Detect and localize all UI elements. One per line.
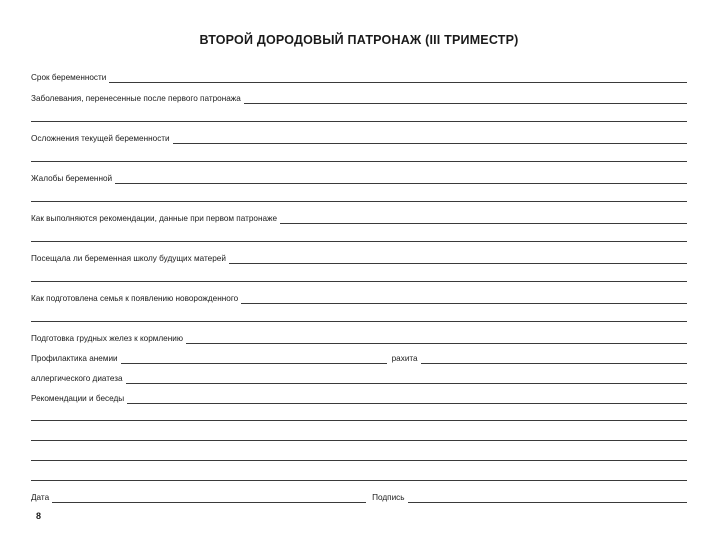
field-term-line[interactable] xyxy=(109,73,687,83)
field-allergic-line[interactable] xyxy=(126,374,687,384)
field-family-ready-label: Как подготовлена семья к появлению новорожденного xyxy=(31,294,239,303)
field-diseases-line[interactable] xyxy=(244,94,687,104)
field-family-ready-extra-line[interactable] xyxy=(31,321,687,322)
field-recommendations-followed-label: Как выполняются рекомендации, данные при первом патронаже xyxy=(31,214,278,223)
field-prevention xyxy=(31,350,687,364)
field-recommendations-talks-line-3[interactable] xyxy=(31,440,687,441)
field-term-label: Срок беременности xyxy=(31,73,107,82)
field-complaints xyxy=(31,170,687,184)
page-title: ВТОРОЙ ДОРОДОВЫЙ ПАТРОНАЖ (III ТРИМЕСТР) xyxy=(199,33,519,47)
field-allergic-label: аллергического диатеза xyxy=(31,374,123,383)
field-school-line[interactable] xyxy=(229,254,687,264)
field-complications-extra-line[interactable] xyxy=(31,161,687,162)
field-school xyxy=(31,250,687,264)
field-recommendations-talks-line-2[interactable] xyxy=(31,420,687,421)
field-anemia-label: Профилактика анемии xyxy=(31,354,118,363)
field-recommendations-talks-line[interactable] xyxy=(127,394,687,404)
field-signature-line[interactable] xyxy=(408,493,687,503)
field-diseases-label: Заболевания, перенесенные после первого патронажа xyxy=(31,94,241,103)
field-recommendations-talks-line-4[interactable] xyxy=(31,460,687,461)
field-family-ready-line[interactable] xyxy=(241,294,687,304)
field-recommendations-followed xyxy=(31,210,687,224)
field-date-label: Дата xyxy=(31,493,50,502)
field-date-signature xyxy=(31,489,687,503)
field-school-label: Посещала ли беременная школу будущих матерей xyxy=(31,254,226,263)
field-recommendations-talks-label: Рекомендации и беседы xyxy=(31,394,125,403)
field-recommendations-followed-extra-line[interactable] xyxy=(31,241,687,242)
page-number: 8 xyxy=(36,511,42,521)
field-school-extra-line[interactable] xyxy=(31,281,687,282)
field-breast-prep xyxy=(31,330,687,344)
field-rickets-line[interactable] xyxy=(421,354,687,364)
field-signature-label: Подпись xyxy=(372,493,405,502)
field-diseases-extra-line[interactable] xyxy=(31,121,687,122)
field-diseases xyxy=(31,90,687,104)
field-allergic xyxy=(31,370,687,384)
field-complaints-label: Жалобы беременной xyxy=(31,174,113,183)
field-recommendations-talks-line-5[interactable] xyxy=(31,480,687,481)
field-complications xyxy=(31,130,687,144)
field-family-ready xyxy=(31,290,687,304)
field-recommendations-talks xyxy=(31,390,687,404)
field-complaints-line[interactable] xyxy=(115,174,687,184)
field-breast-prep-label: Подготовка грудных желез к кормлению xyxy=(31,334,183,343)
field-breast-prep-line[interactable] xyxy=(186,334,687,344)
field-recommendations-followed-line[interactable] xyxy=(280,214,687,224)
field-rickets-label: рахита xyxy=(391,354,418,363)
field-complications-line[interactable] xyxy=(173,134,687,144)
field-complications-label: Осложнения текущей беременности xyxy=(31,134,170,143)
field-anemia-line[interactable] xyxy=(121,354,387,364)
field-term xyxy=(31,69,687,83)
field-complaints-extra-line[interactable] xyxy=(31,201,687,202)
field-date-line[interactable] xyxy=(52,493,366,503)
